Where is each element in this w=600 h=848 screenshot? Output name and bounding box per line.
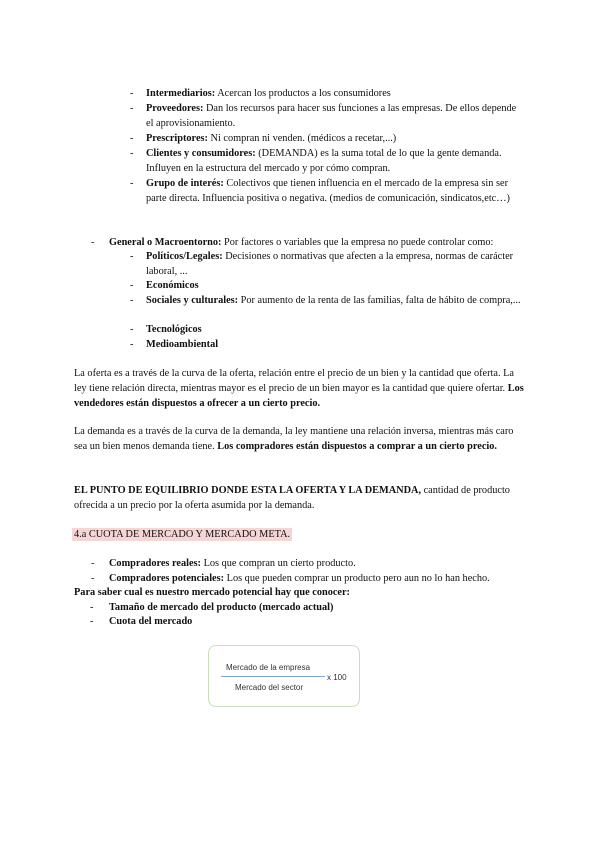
bullet-dash: - (130, 103, 134, 114)
definition: Los que pueden comprar un producto pero aun no lo han hecho. (224, 573, 490, 584)
definition: Acercan los productos a los consumidores (215, 88, 391, 99)
bullet-dash: - (130, 251, 134, 262)
term: Prescriptores: (146, 133, 208, 144)
formula-numerator: Mercado de la empresa (226, 663, 311, 672)
bullet-dash: - (130, 178, 134, 189)
definition: Decisiones o normativas que afecten a la empresa, normas de carácter laboral, ... (146, 251, 514, 277)
definition: Por aumento de la renta de las familias, falta de hábito de compra,... (238, 295, 521, 306)
term: Intermediarios: (146, 88, 216, 99)
term: Políticos/Legales: (146, 251, 223, 262)
list-item-cuota-mercado: Cuota del mercado (109, 616, 193, 627)
bullet-dash: - (130, 324, 134, 335)
term: Grupo de interés: (146, 178, 224, 189)
bullet-dash: - (130, 133, 134, 144)
list-item-compradores-reales (109, 556, 539, 571)
section-heading (72, 527, 292, 542)
list-item-proveedores (146, 101, 526, 131)
bullet-dash: - (91, 558, 95, 569)
list-item-clientes (146, 146, 526, 176)
bullet-dash: - (130, 339, 134, 350)
definition: (DEMANDA) es la suma total de lo que la gente demanda. Influyen en la estructura del mercado y por cómo compran. (146, 148, 502, 174)
list-item-prescriptores (146, 131, 526, 146)
paragraph-text: La oferta es a través de la curva de la oferta, relación entre el precio de un bien y la cantidad que oferta. La ley tiene relación directa, mientras mayor es el precio de un bien mayor es la cantidad que quiere ofertar. (74, 368, 514, 394)
term: Compradores reales: (109, 558, 201, 569)
term: Sociales y culturales: (146, 295, 239, 306)
bullet-dash: - (130, 88, 134, 99)
list-item-compradores-potenciales (109, 571, 539, 586)
formula-denominator: Mercado del sector (235, 683, 304, 692)
section-heading-text: 4.a CUOTA DE MERCADO Y MERCADO META. (74, 529, 291, 540)
list-item-politicos (146, 249, 526, 279)
paragraph-emphasis: Los vendedores están dispuestos a ofrecer a un cierto precio. (74, 383, 524, 409)
bullet-dash: - (91, 573, 95, 584)
list-item-tamano-mercado: Tamaño de mercado del producto (mercado actual) (109, 602, 334, 613)
paragraph-text: La demanda es a través de la curva de la demanda, la ley mantiene una relación inversa, mientras más caro sea un bien menos demanda tiene. (74, 426, 514, 452)
term: Tecnológicos (146, 324, 202, 335)
term: Medioambiental (146, 339, 219, 350)
bullet-dash: - (130, 295, 134, 306)
paragraph-demanda (74, 424, 529, 454)
list-item-sociales (146, 293, 526, 308)
bullet-dash: - (91, 237, 95, 248)
term: Proveedores: (146, 103, 204, 114)
term: Clientes y consumidores: (146, 148, 256, 159)
definition: Ni compran ni venden. (médicos a recetar,...) (207, 133, 397, 144)
definition: Los que compran un cierto producto. (201, 558, 356, 569)
definition: Colectivos que tienen influencia en el mercado de la empresa sin ser parte directa. Influencia positiva o negativa. (medios de comunicación, sindicatos,etc…) (146, 178, 510, 204)
definition: Por factores o variables que la empresa no puede controlar como: (221, 237, 494, 248)
paragraph-equilibrio (74, 483, 529, 513)
bullet-dash: - (130, 280, 134, 291)
paragraph-emphasis: Los compradores están dispuestos a comprar a un cierto precio. (217, 441, 497, 452)
list-item-grupo-interes (146, 176, 526, 206)
list-item-tecnologicos (146, 322, 526, 337)
definition: Dan los recursos para hacer sus funciones a las empresas. De ellos depende el aprovisionamiento. (146, 103, 517, 129)
bullet-dash: - (90, 616, 94, 627)
term: Compradores potenciales: (109, 573, 225, 584)
bullet-dash: - (90, 602, 94, 613)
formula-box (208, 645, 360, 707)
paragraph-emphasis: EL PUNTO DE EQUILIBRIO DONDE ESTA LA OFERTA Y LA DEMANDA, (74, 485, 422, 496)
paragraph-text: cantidad de producto ofrecida a un precio por la oferta asumida por la demanda. (74, 485, 510, 511)
paragraph-para-saber: Para saber cual es nuestro mercado potencial hay que conocer: (74, 587, 350, 598)
list-item-medioambiental (146, 337, 526, 352)
list-item-macroentorno (109, 235, 539, 250)
formula-multiplier: x 100 (327, 673, 347, 682)
paragraph-oferta (74, 366, 529, 411)
list-item-intermediarios (146, 86, 526, 101)
list-item-economicos (146, 278, 526, 293)
fraction-line (221, 676, 325, 677)
term: Económicos (146, 280, 199, 291)
bullet-dash: - (130, 148, 134, 159)
term: General o Macroentorno: (109, 237, 222, 248)
